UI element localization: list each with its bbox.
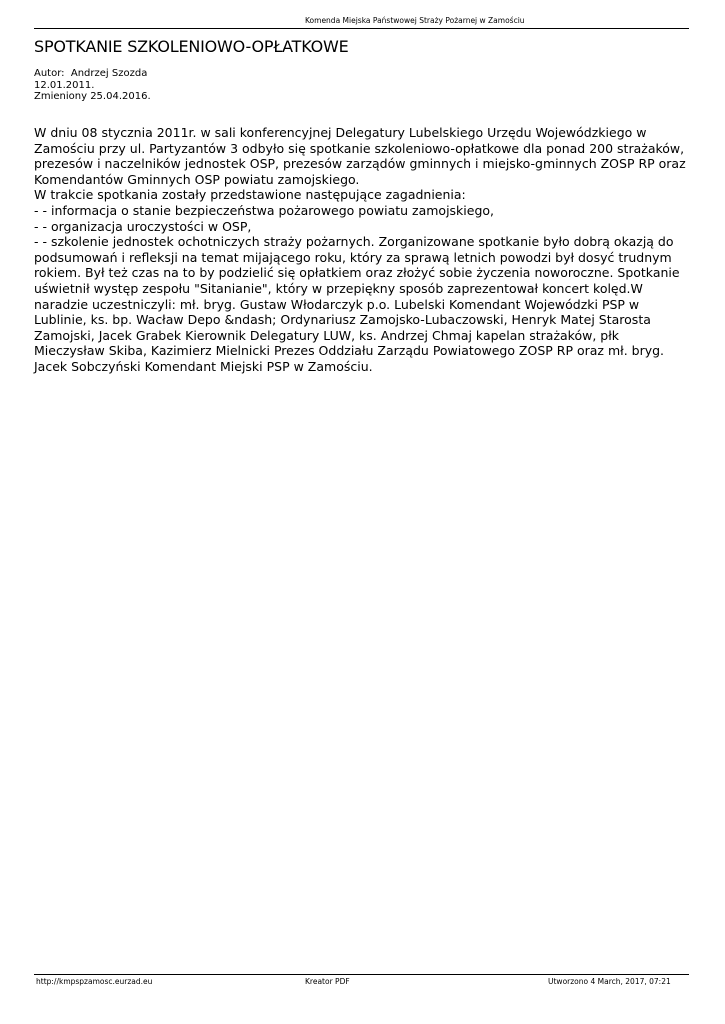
body-line: Lublinie, ks. bp. Wacław Depo &ndash; Ordynariusz Zamojsko-Lubaczowski, Henryk Matej Starosta <box>34 312 651 328</box>
article-title: SPOTKANIE SZKOLENIOWO-OPŁATKOWE <box>34 37 349 56</box>
article-meta <box>34 68 151 103</box>
article-author: Autor: Andrzej Szozda <box>34 68 148 79</box>
footer-created-date: Utworzono 4 March, 2017, 07:21 <box>548 977 671 986</box>
body-line: Komendantów Gminnych OSP powiatu zamojskiego. <box>34 171 360 187</box>
footer-site-url: http://kmpspzamosc.eurzad.eu <box>36 977 153 986</box>
body-line: - - organizacja uroczystości w OSP, <box>34 218 252 234</box>
body-line: Jacek Sobczyński Komendant Miejski PSP w Zamościu. <box>34 358 373 374</box>
body-line: prezesów i naczelników jednostek OSP, prezesów zarządów gminnych i miejsko-gminnych ZOSP RP oraz <box>34 156 686 172</box>
footer-divider <box>34 974 689 975</box>
footer-generator: Kreator PDF <box>305 977 350 986</box>
body-line: naradzie uczestniczyli: mł. bryg. Gustaw Włodarczyk p.o. Lubelski Komendant Wojewódzki PSP w <box>34 296 640 312</box>
body-line: uświetnił występ zespołu "Sitanianie", który w przepiękny sposób zaprezentował koncert kolęd.W <box>34 280 643 296</box>
body-line: Mieczysław Skiba, Kazimierz Mielnicki Prezes Oddziału Zarządu Powiatowego ZOSP RP oraz mł. bryg. <box>34 343 665 359</box>
body-line: W trakcie spotkania zostały przedstawione następujące zagadnienia: <box>34 187 466 203</box>
body-line: rokiem. Był też czas na to by podzielić się opłatkiem oraz złożyć sobie życzenia noworoczne. Spotkanie <box>34 265 680 281</box>
article-body <box>34 125 694 375</box>
body-line: podsumowań i refleksji na temat mijającego roku, który za sprawą letnich powodzi był dosyć trudnym <box>34 249 672 265</box>
body-line: - - szkolenie jednostek ochotniczych straży pożarnych. Zorganizowane spotkanie było dobrą okazją do <box>34 234 674 250</box>
body-line: W dniu 08 stycznia 2011r. w sali konferencyjnej Delegatury Lubelskiego Urzędu Wojewódzkiego w <box>34 125 647 140</box>
article-date: 12.01.2011. <box>34 79 95 91</box>
body-line: - - informacja o stanie bezpieczeństwa pożarowego powiatu zamojskiego, <box>34 202 495 218</box>
body-line: Zamojski, Jacek Grabek Kierownik Delegatury LUW, ks. Andrzej Chmaj kapelan strażaków, płk <box>34 327 620 343</box>
article-modified-date: Zmieniony 25.04.2016. <box>34 91 151 102</box>
body-line: Zamościu przy ul. Partyzantów 3 odbyło się spotkanie szkoleniowo-opłatkowe dla ponad 200 strażaków, <box>34 140 685 156</box>
page-header-title: Komenda Miejska Państwowej Straży Pożarnej w Zamościu <box>305 16 525 25</box>
header-divider <box>34 28 689 29</box>
